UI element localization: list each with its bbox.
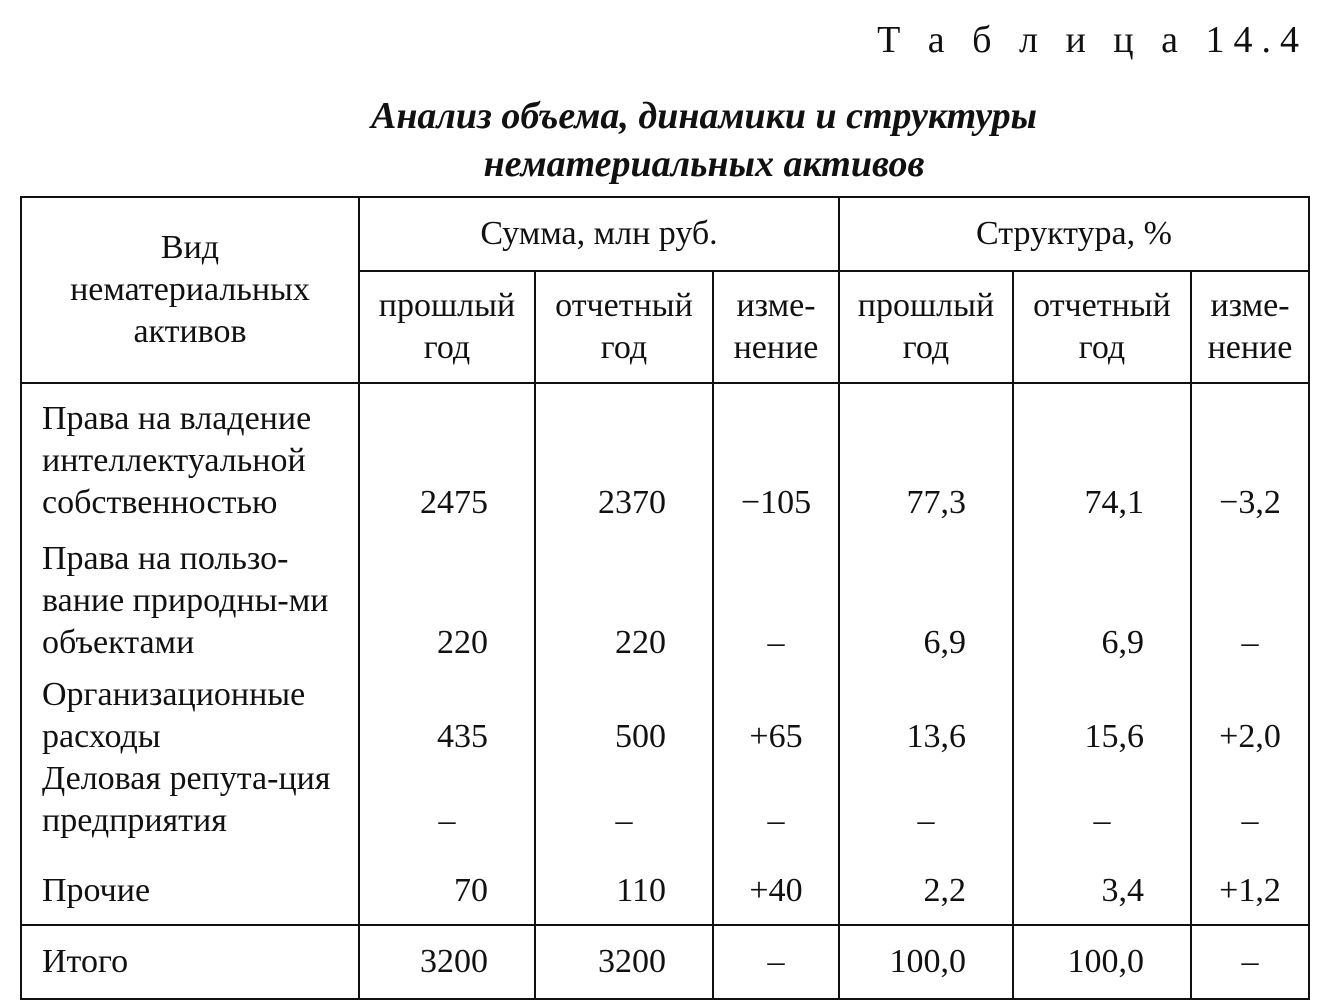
header-structure-prev-year: прошлый год xyxy=(839,271,1013,383)
cell-sum-prev: 2475 xyxy=(359,383,535,538)
total-sum-prev: 3200 xyxy=(359,925,535,999)
cell-structure-prev: 2,2 xyxy=(839,842,1013,925)
total-structure-change: – xyxy=(1191,925,1309,999)
cell-structure-curr: – xyxy=(1013,758,1191,842)
total-sum-change: – xyxy=(713,925,839,999)
cell-sum-curr: 110 xyxy=(535,842,713,925)
cell-structure-change: +2,0 xyxy=(1191,664,1309,758)
cell-sum-change: +40 xyxy=(713,842,839,925)
header-structure-change: изме-нение xyxy=(1191,271,1309,383)
row-label: Права на пользо-вание природны-ми объектами xyxy=(21,538,359,664)
cell-sum-prev: 220 xyxy=(359,538,535,664)
cell-structure-change: – xyxy=(1191,538,1309,664)
cell-structure-curr: 3,4 xyxy=(1013,842,1191,925)
title-line-1: Анализ объема, динамики и структуры xyxy=(370,95,1038,137)
cell-structure-prev: 6,9 xyxy=(839,538,1013,664)
cell-structure-prev: 77,3 xyxy=(839,383,1013,538)
total-label: Итого xyxy=(21,925,359,999)
table-row xyxy=(21,538,1309,664)
cell-sum-change: −105 xyxy=(713,383,839,538)
table-row xyxy=(21,383,1309,538)
cell-sum-prev: 70 xyxy=(359,842,535,925)
cell-structure-curr: 74,1 xyxy=(1013,383,1191,538)
cell-sum-prev: – xyxy=(359,758,535,842)
cell-sum-curr: 2370 xyxy=(535,383,713,538)
cell-structure-curr: 6,9 xyxy=(1013,538,1191,664)
header-sum-group: Сумма, млн руб. xyxy=(359,197,839,271)
title-line-2: нематериальных активов xyxy=(483,143,925,185)
cell-sum-change: – xyxy=(713,538,839,664)
header-structure-group: Структура, % xyxy=(839,197,1309,271)
total-structure-prev: 100,0 xyxy=(839,925,1013,999)
cell-sum-prev: 435 xyxy=(359,664,535,758)
table-row xyxy=(21,842,1309,925)
cell-structure-change: +1,2 xyxy=(1191,842,1309,925)
table-title xyxy=(0,92,1328,188)
table-number-label: Т а б л и ц а 14.4 xyxy=(877,19,1308,61)
cell-structure-prev: – xyxy=(839,758,1013,842)
total-structure-curr: 100,0 xyxy=(1013,925,1191,999)
header-sum-curr-year: отчетный год xyxy=(535,271,713,383)
table-row xyxy=(21,758,1309,842)
header-sum-prev-year: прошлый год xyxy=(359,271,535,383)
row-label: Права на владение интеллектуальной собственностью xyxy=(21,383,359,538)
row-label: Деловая репута-ция предприятия xyxy=(21,758,359,842)
header-structure-curr-year: отчетный год xyxy=(1013,271,1191,383)
header-asset-type: Вид нематериальных активов xyxy=(21,197,359,383)
cell-structure-change: −3,2 xyxy=(1191,383,1309,538)
header-sum-change: изме-нение xyxy=(713,271,839,383)
total-sum-curr: 3200 xyxy=(535,925,713,999)
row-label: Организационные расходы xyxy=(21,664,359,758)
cell-sum-change: – xyxy=(713,758,839,842)
table-row xyxy=(21,664,1309,758)
total-row xyxy=(21,925,1309,999)
cell-sum-change: +65 xyxy=(713,664,839,758)
row-label: Прочие xyxy=(21,842,359,925)
cell-sum-curr: 500 xyxy=(535,664,713,758)
cell-structure-prev: 13,6 xyxy=(839,664,1013,758)
cell-sum-curr: 220 xyxy=(535,538,713,664)
cell-structure-curr: 15,6 xyxy=(1013,664,1191,758)
intangible-assets-table xyxy=(20,196,1310,1000)
cell-structure-change: – xyxy=(1191,758,1309,842)
cell-sum-curr: – xyxy=(535,758,713,842)
